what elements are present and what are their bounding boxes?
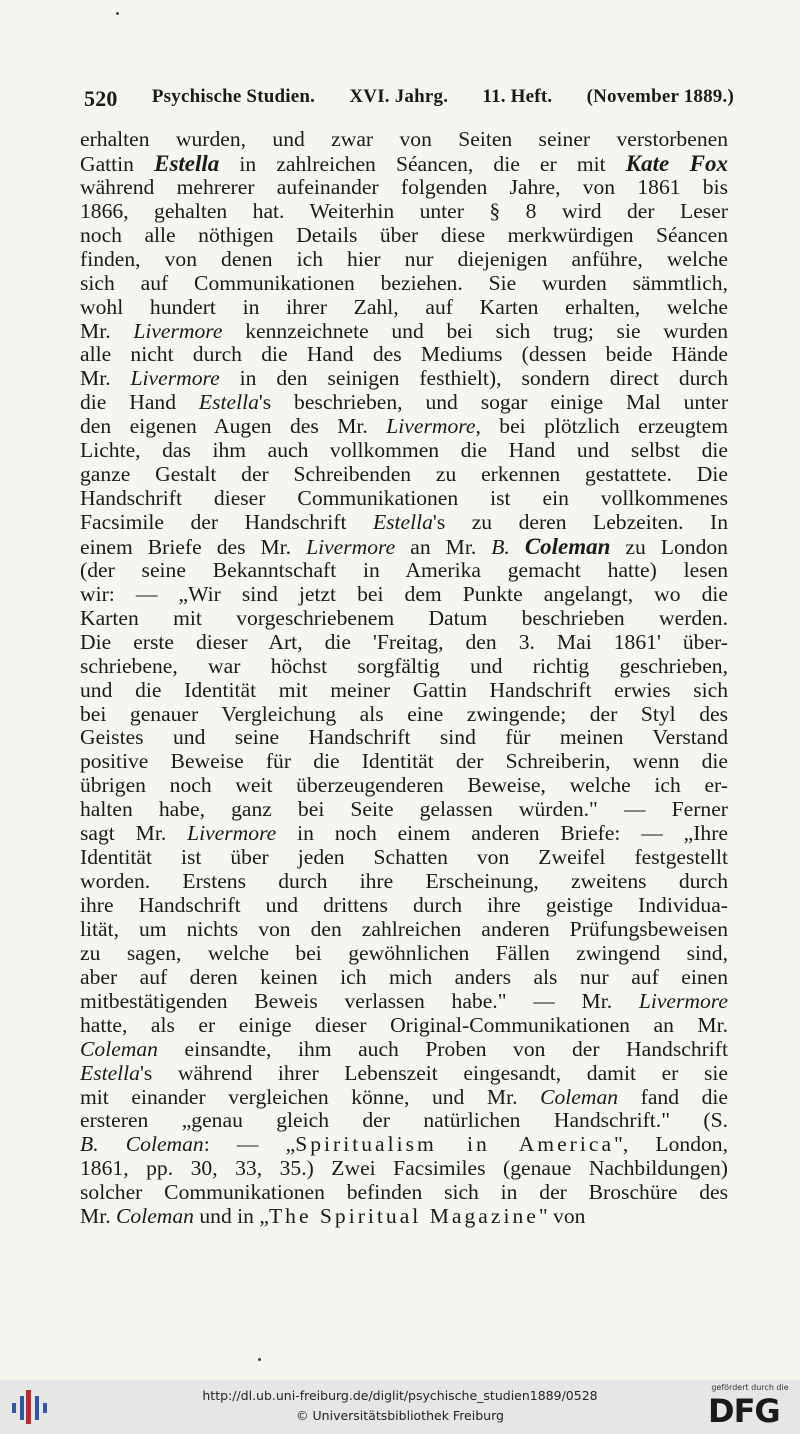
text-line: lität, um nichts von den zahlreichen anderen Prüfungsbeweisen	[80, 917, 728, 941]
dfg-funder-logo	[704, 1383, 796, 1431]
scan-speck	[116, 12, 119, 15]
text-line: Mr. Livermore in den seinigen festhielt), sondern direct durch	[80, 367, 728, 391]
issue: 11. Heft.	[482, 86, 553, 107]
text-line: sagt Mr. Livermore in noch einem anderen Briefe: — „Ihre	[80, 822, 728, 846]
text-line: den eigenen Augen des Mr. Livermore, bei plötzlich erzeugtem	[80, 415, 728, 439]
text-line: worden. Erstens durch ihre Erscheinung, zweitens durch	[80, 870, 728, 894]
text-line: ihre Handschrift und drittens durch ihre geistige Individua-	[80, 894, 728, 917]
text-line: einem Briefe des Mr. Livermore an Mr. B. Coleman zu London	[80, 534, 728, 559]
text-line: (der seine Bekanntschaft in Amerika gemacht hatte) lesen	[80, 558, 728, 582]
text-line: mitbestätigenden Beweis verlassen habe." — Mr. Livermore	[80, 989, 728, 1013]
text-line: Coleman einsandte, ihm auch Proben von der Handschrift	[80, 1037, 728, 1061]
journal-title: Psychische Studien.	[151, 86, 316, 107]
text-line: wir: — „Wir sind jetzt bei dem Punkte angelangt, wo die	[80, 582, 728, 606]
body-text	[80, 128, 728, 1229]
text-line: alle nicht durch die Hand des Mediums (dessen beide Hände	[80, 343, 728, 367]
permalink-url[interactable]: http://dl.ub.uni-freiburg.de/diglit/psychische_studien1889/0528	[202, 1388, 598, 1403]
text-line: Facsimile der Handschrift Estella's zu deren Lebzeiten. In	[80, 511, 728, 534]
running-header	[84, 86, 734, 112]
text-line: Handschrift dieser Communikationen ist ein vollkommenes	[80, 487, 728, 511]
text-line: erhalten wurden, und zwar von Seiten seiner verstorbenen	[80, 128, 728, 151]
text-line: Lichte, das ihm auch vollkommen die Hand und selbst die	[80, 439, 728, 463]
text-line: Die erste dieser Art, die 'Freitag, den 3. Mai 1861' über-	[80, 630, 728, 654]
text-line: aber auf deren keinen ich mich anders als nur auf einen	[80, 965, 728, 989]
text-line: Estella's während ihrer Lebenszeit eingesandt, damit er sie	[80, 1061, 728, 1085]
text-line: 1866, gehalten hat. Weiterhin unter § 8 wird der Leser	[80, 199, 728, 223]
copyright-notice: © Universitätsbibliothek Freiburg	[296, 1408, 504, 1423]
text-line: noch alle nöthigen Details über diese merkwürdigen Séancen	[80, 223, 728, 247]
text-line: B. Coleman: — „Spiritualism in America", London,	[80, 1133, 728, 1157]
text-line: ganze Gestalt der Schreibenden zu erkennen gestattete. Die	[80, 463, 728, 487]
text-line: während mehrerer aufeinander folgenden Jahre, von 1861 bis	[80, 175, 728, 199]
text-line: schriebene, war höchst sorgfältig und richtig geschrieben,	[80, 654, 728, 678]
text-line: Geistes und seine Handschrift sind für meinen Verstand	[80, 726, 728, 750]
dfg-logo-text: DFG	[708, 1392, 780, 1430]
text-line: zu sagen, welche bei gewöhnlichen Fällen zwingend sind,	[80, 941, 728, 965]
text-line: Mr. Livermore kennzeichnete und bei sich trug; sie wurden	[80, 319, 728, 343]
text-line: und die Identität mit meiner Gattin Handschrift erwies sich	[80, 678, 728, 702]
viewer-footer	[0, 1380, 800, 1434]
page-number: 520	[84, 86, 118, 111]
text-line: wohl hundert in ihrer Zahl, auf Karten erhalten, welche	[80, 295, 728, 319]
text-line: positive Beweise für die Identität der Schreiberin, wenn die	[80, 750, 728, 774]
text-line: Mr. Coleman und in „The Spiritual Magazine" von	[80, 1205, 586, 1229]
text-line: übrigen noch weit überzeugenderen Beweise, welche ich er-	[80, 774, 728, 798]
scan-speck	[258, 1358, 261, 1361]
text-line: mit einander vergleichen könne, und Mr. Coleman fand die	[80, 1085, 728, 1109]
text-line: bei genauer Vergleichung als eine zwingende; der Styl des	[80, 702, 728, 726]
text-line: finden, von denen ich hier nur diejenigen anführe, welche	[80, 247, 728, 271]
text-line: Karten mit vorgeschriebenem Datum beschrieben werden.	[80, 606, 728, 630]
text-line: Identität ist über jeden Schatten von Zweifel festgestellt	[80, 846, 728, 870]
text-line: 1861, pp. 30, 33, 35.) Zwei Facsimiles (genaue Nachbildungen)	[80, 1157, 728, 1181]
text-line: die Hand Estella's beschrieben, und sogar einige Mal unter	[80, 391, 728, 415]
text-line: hatte, als er einige dieser Original-Communikationen an Mr.	[80, 1013, 728, 1037]
issue-date: (November 1889.)	[586, 86, 734, 107]
text-line: solcher Communikationen befinden sich in der Broschüre des	[80, 1181, 728, 1205]
text-line: sich auf Communikationen beziehen. Sie wurden sämmtlich,	[80, 271, 728, 295]
funder-note: gefördert durch die	[711, 1383, 789, 1392]
text-line: Gattin Estella in zahlreichen Séancen, die er mit Kate Fox	[80, 151, 728, 176]
text-line: halten habe, ganz bei Seite gelassen würden." — Ferner	[80, 798, 728, 822]
text-line: ersteren „genau gleich der natürlichen Handschrift." (S.	[80, 1109, 728, 1133]
volume: XVI. Jahrg.	[349, 86, 449, 107]
